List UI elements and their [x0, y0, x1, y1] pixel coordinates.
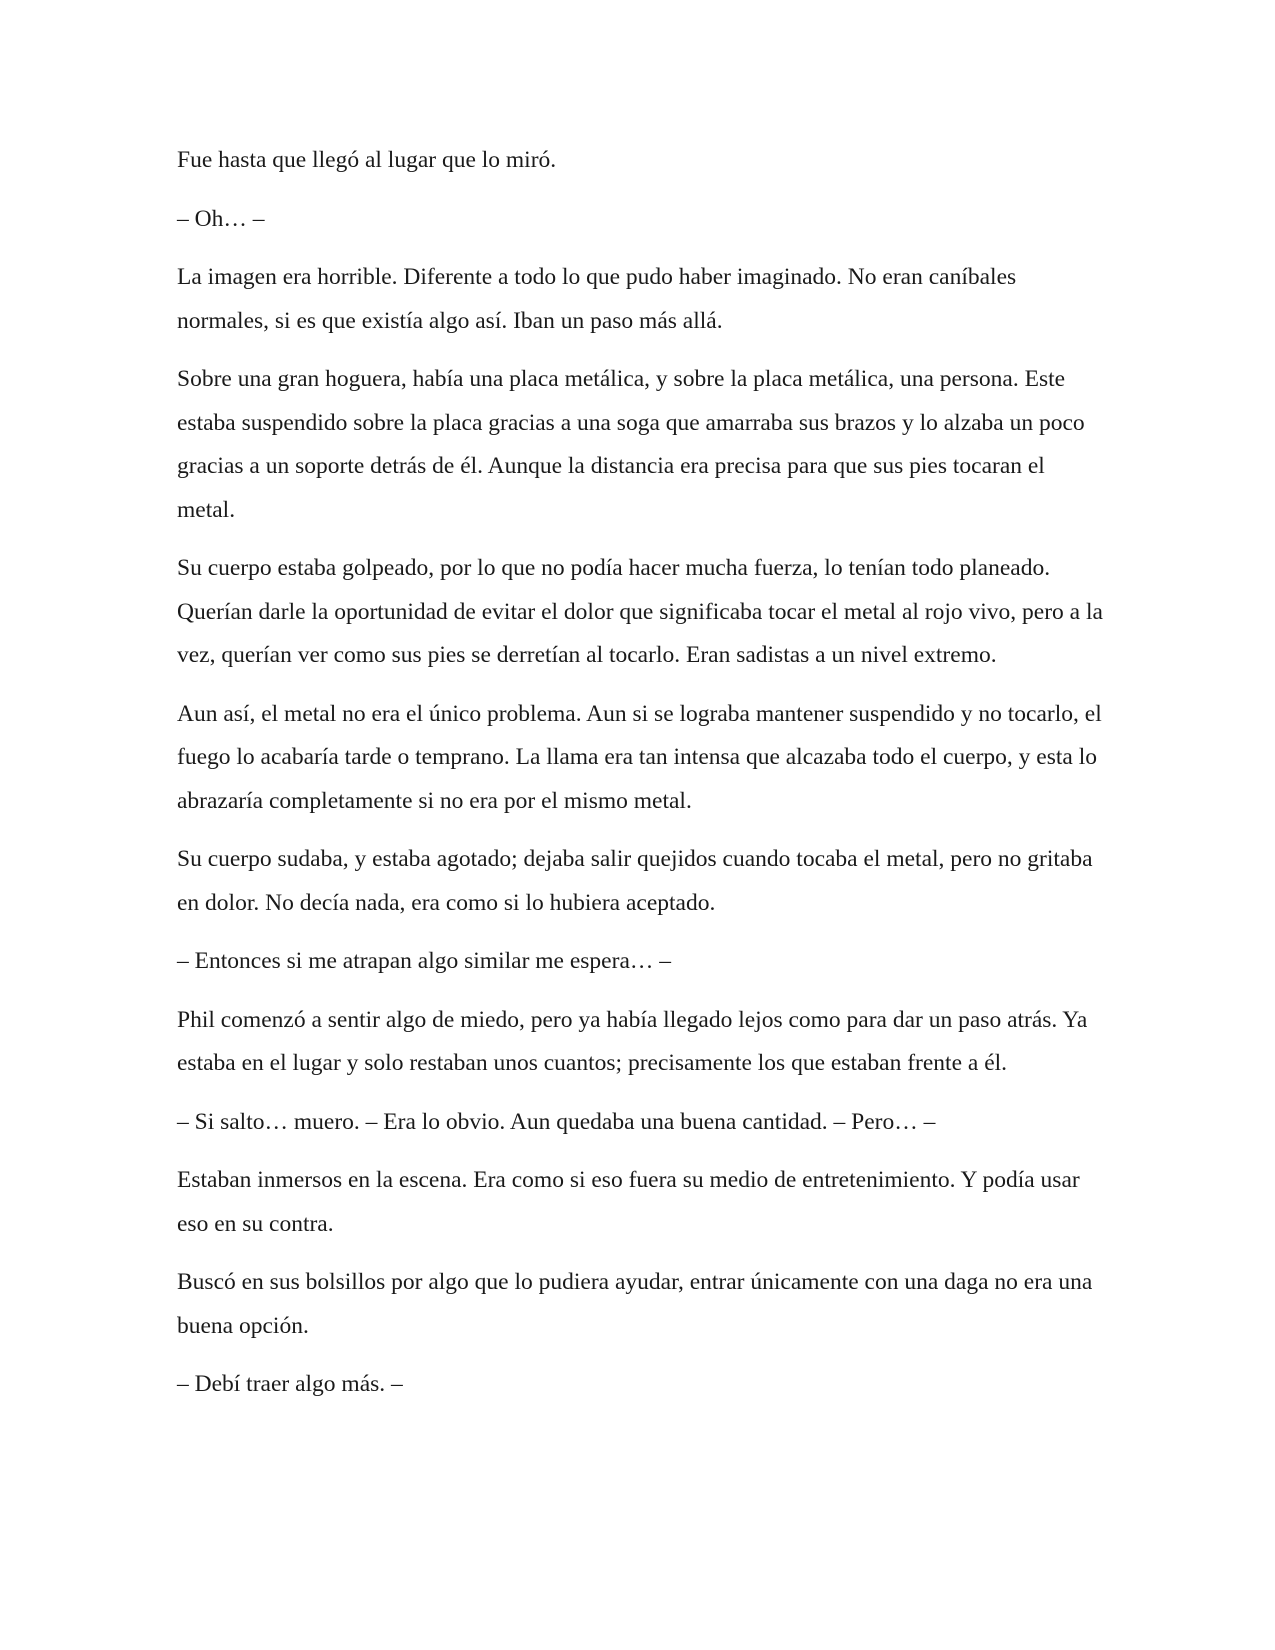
paragraph: Phil comenzó a sentir algo de miedo, pero ya había llegado lejos como para dar un paso atrás. Ya estaba en el lugar y solo restaban unos cuantos; precisamente los que estaban frente a él. — [177, 1006, 1088, 1076]
dialogue-line: – Si salto… muero. – Era lo obvio. Aun quedaba una buena cantidad. – Pero… – — [177, 1108, 936, 1135]
paragraph: Su cuerpo estaba golpeado, por lo que no podía hacer mucha fuerza, lo tenían todo planeado. Querían darle la oportunidad de evitar el dolor que significaba tocar el metal al rojo vivo, pero a la vez, querían ver como sus pies se derretían al tocarlo. Eran sadistas a un nivel extremo. — [177, 555, 1103, 668]
dialogue-line: – Debí traer algo más. – — [177, 1371, 403, 1397]
paragraph: La imagen era horrible. Diferente a todo lo que pudo haber imaginado. No eran caníbales normales, si es que existía algo así. Iban un paso más allá. — [177, 264, 1017, 334]
paragraph: Su cuerpo sudaba, y estaba agotado; dejaba salir quejidos cuando tocaba el metal, pero no gritaba en dolor. No decía nada, era como si lo hubiera aceptado. — [177, 846, 1093, 916]
paragraph: Aun así, el metal no era el único problema. Aun si se lograba mantener suspendido y no tocarlo, el fuego lo acabaría tarde o temprano. La llama era tan intensa que alcazaba todo el cuerpo, y esta lo abrazaría completamente si no era por el mismo metal. — [177, 700, 1102, 814]
dialogue-line: – Oh… – — [177, 205, 265, 232]
paragraph: Sobre una gran hoguera, había una placa metálica, y sobre la placa metálica, una persona. Este estaba suspendido sobre la placa gracias a una soga que amarraba sus brazos y lo alzaba un poco gracias a un soporte detrás de él. Aunque la distancia era precisa para que sus pies tocaran el metal. — [177, 366, 1085, 523]
paragraph: Fue hasta que llegó al lugar que lo miró. — [177, 147, 557, 173]
paragraph: Estaban inmersos en la escena. Era como si eso fuera su medio de entretenimiento. Y podía usar eso en su contra. — [177, 1167, 1080, 1237]
paragraph: Buscó en sus bolsillos por algo que lo pudiera ayudar, entrar únicamente con una daga no era una buena opción. — [177, 1269, 1093, 1339]
document-body — [177, 139, 1107, 1422]
dialogue-line: – Entonces si me atrapan algo similar me espera… – — [177, 948, 671, 974]
